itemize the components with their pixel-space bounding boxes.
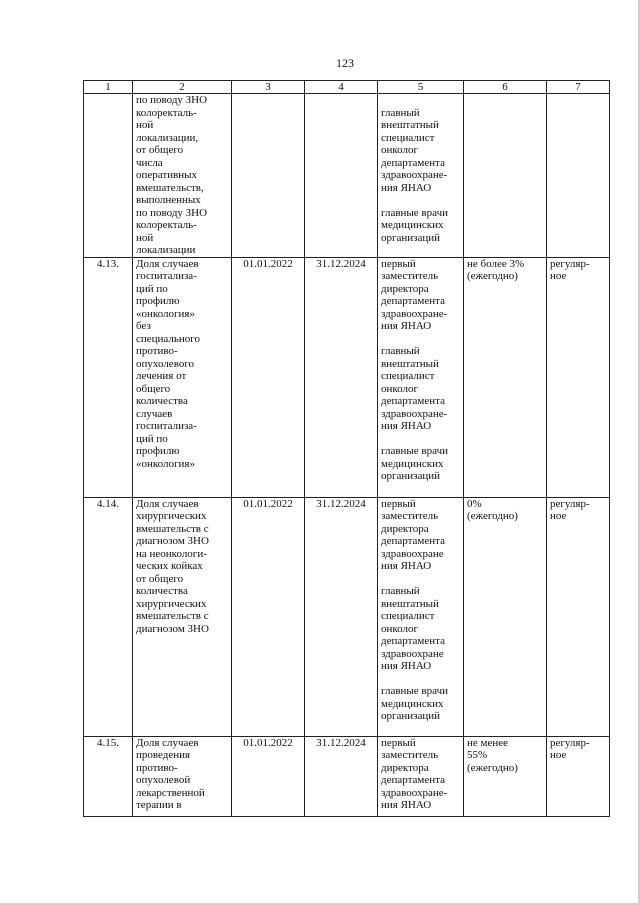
indicator-name: Доля случаев хирургических вмешательств с диагнозом ЗНО на неонкологи- ческих койках от общего количества хирургических вмешательств с диагнозом ЗНО [133, 497, 232, 736]
table-row [84, 257, 610, 497]
periodicity: регуляр- ное [547, 257, 610, 497]
indicator-name: по поводу ЗНО колоректаль- ной локализации, от общего числа оперативных вмешательств, выполненных по поводу ЗНО колоректаль- ной локализации [133, 94, 232, 258]
target-value [464, 94, 547, 258]
start-date: 01.01.2022 [232, 257, 305, 497]
start-date: 01.01.2022 [232, 736, 305, 816]
column-number-2: 2 [133, 81, 232, 94]
responsible: первый заместитель директора департамента здравоохране ния ЯНАО главный внештатный специалист онколог департамента здравоохране ния ЯНАО главные врачи медицинских организаций [378, 497, 464, 736]
responsible: главный внештатный специалист онколог департамента здравоохране- ния ЯНАО главные врачи медицинских организаций [378, 94, 464, 258]
indicator-name: Доля случаев госпитализа- ций по профилю «онкология» без специального противо- опухолевого лечения от общего количества случаев госпитализа- ций по профилю «онкология» [133, 257, 232, 497]
row-number [84, 94, 133, 258]
column-number-3: 3 [232, 81, 305, 94]
indicator-name: Доля случаев проведения противо- опухолевой лекарственной терапии в [133, 736, 232, 816]
start-date [232, 94, 305, 258]
document-table [83, 80, 610, 817]
column-number-4: 4 [305, 81, 378, 94]
responsible: первый заместитель директора департамента здравоохране- ния ЯНАО [378, 736, 464, 816]
periodicity [547, 94, 610, 258]
column-number-1: 1 [84, 81, 133, 94]
periodicity: регуляр- ное [547, 736, 610, 816]
row-number: 4.15. [84, 736, 133, 816]
end-date: 31.12.2024 [305, 257, 378, 497]
periodicity: регуляр- ное [547, 497, 610, 736]
row-number: 4.13. [84, 257, 133, 497]
target-value: 0% (ежегодно) [464, 497, 547, 736]
column-number-6: 6 [464, 81, 547, 94]
target-value: не менее 55% (ежегодно) [464, 736, 547, 816]
table-row [84, 736, 610, 816]
table-row [84, 94, 610, 258]
column-number-7: 7 [547, 81, 610, 94]
responsible: первый заместитель директора департамента здравоохране- ния ЯНАО главный внештатный специалист онколог департамента здравоохране- ния ЯНАО главные врачи медицинских организаций [378, 257, 464, 497]
column-number-5: 5 [378, 81, 464, 94]
end-date: 31.12.2024 [305, 736, 378, 816]
end-date [305, 94, 378, 258]
row-number: 4.14. [84, 497, 133, 736]
table-row [84, 497, 610, 736]
target-value: не более 3% (ежегодно) [464, 257, 547, 497]
start-date: 01.01.2022 [232, 497, 305, 736]
table-header-row [84, 81, 610, 94]
end-date: 31.12.2024 [305, 497, 378, 736]
page-number: 123 [336, 56, 354, 70]
